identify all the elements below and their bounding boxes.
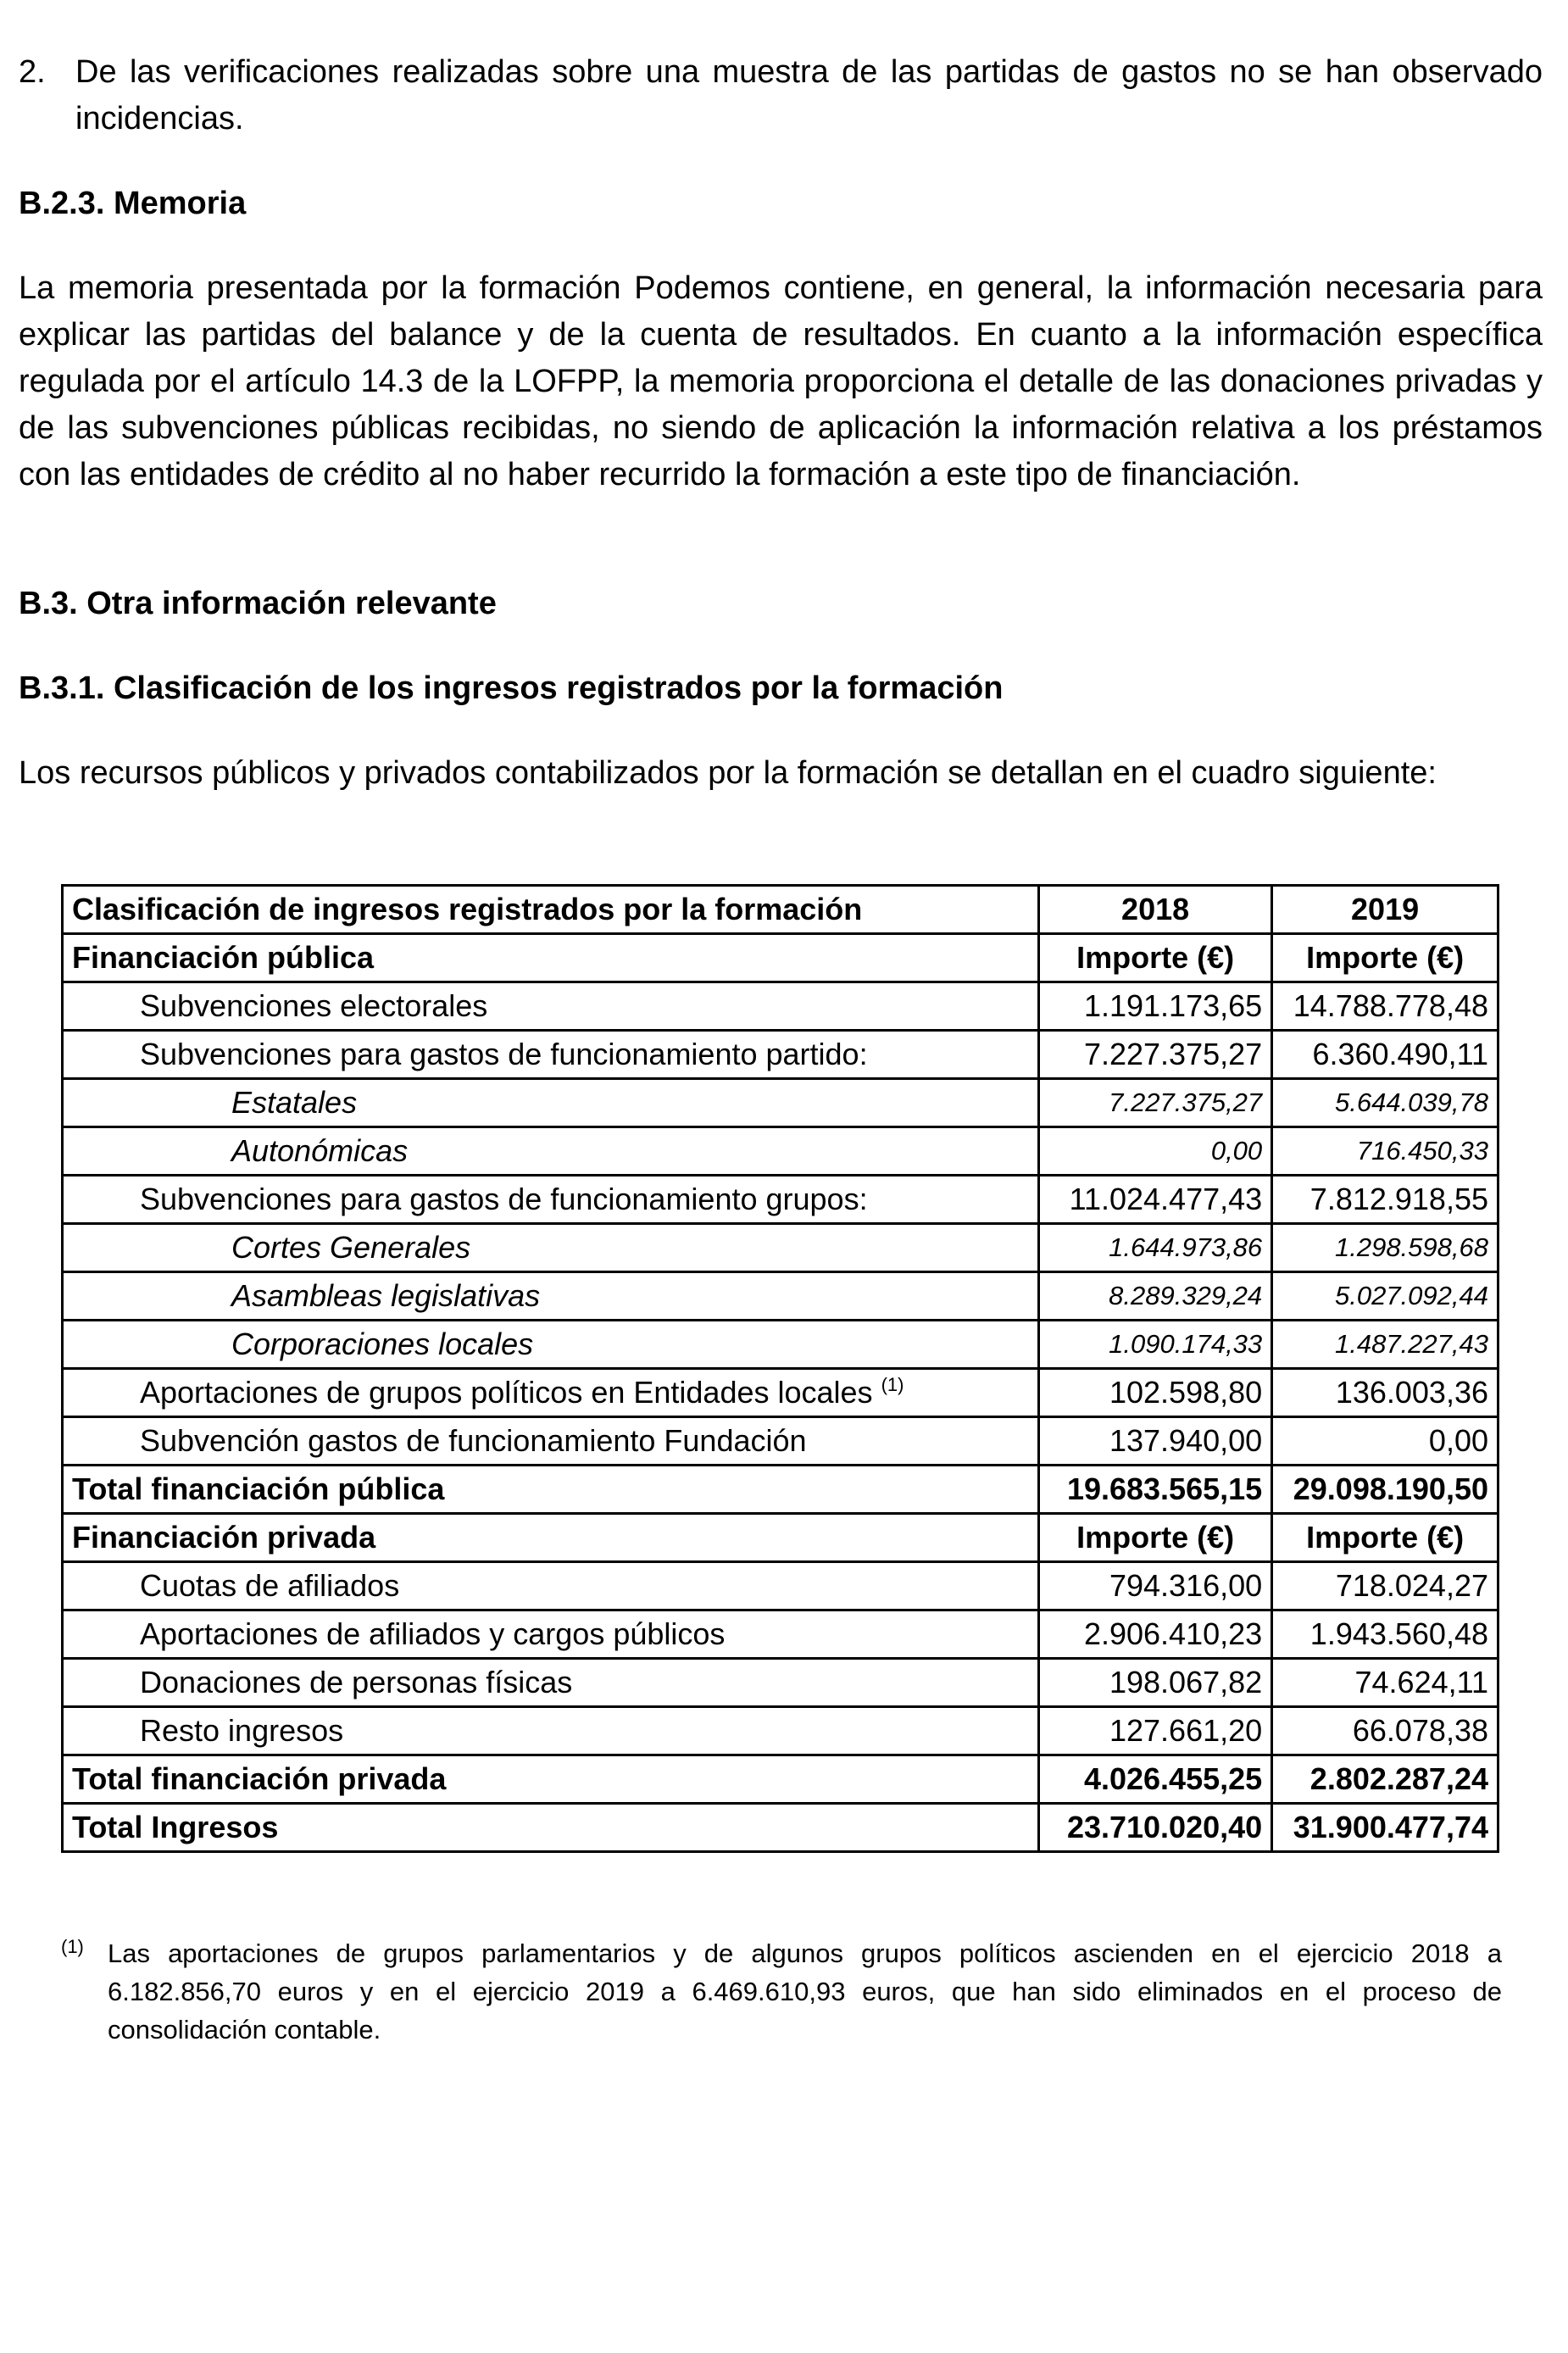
table-row <box>63 1562 1498 1610</box>
value-2018: 2.906.410,23 <box>1039 1610 1272 1659</box>
value-2018: 1.644.973,86 <box>1039 1224 1272 1272</box>
value-2019: 0,00 <box>1272 1417 1498 1466</box>
header-2018: 2018 <box>1039 886 1272 934</box>
row-label: Autonómicas <box>63 1127 1039 1176</box>
value-2019: 5.644.039,78 <box>1272 1079 1498 1127</box>
value-2018: 102.598,80 <box>1039 1369 1272 1417</box>
row-label: Total financiación privada <box>63 1755 1039 1804</box>
list-number: 2. <box>19 54 46 90</box>
value-2019: 1.943.560,48 <box>1272 1610 1498 1659</box>
table-row <box>63 982 1498 1031</box>
row-label: Subvención gastos de funcionamiento Fundación <box>63 1417 1039 1466</box>
value-2018: 19.683.565,15 <box>1039 1466 1272 1514</box>
value-2018: 8.289.329,24 <box>1039 1272 1272 1321</box>
value-2018: 1.090.174,33 <box>1039 1321 1272 1369</box>
row-label: Total Ingresos <box>63 1804 1039 1852</box>
heading-b3: B.3. Otra información relevante <box>19 586 497 621</box>
unit-label: Importe (€) <box>1039 1514 1272 1562</box>
grand-total-row <box>63 1804 1498 1852</box>
section-label: Financiación pública <box>63 934 1039 982</box>
table-header-row <box>63 886 1498 934</box>
value-2018: 198.067,82 <box>1039 1659 1272 1707</box>
row-label: Estatales <box>63 1079 1039 1127</box>
value-2019: 718.024,27 <box>1272 1562 1498 1610</box>
unit-label: Importe (€) <box>1039 934 1272 982</box>
table-subrow <box>63 1272 1498 1321</box>
row-label: Resto ingresos <box>63 1707 1039 1755</box>
heading-b31: B.3.1. Clasificación de los ingresos registrados por la formación <box>19 670 1004 706</box>
table-row <box>63 1031 1498 1079</box>
value-2018: 794.316,00 <box>1039 1562 1272 1610</box>
value-2019: 716.450,33 <box>1272 1127 1498 1176</box>
value-2018: 7.227.375,27 <box>1039 1079 1272 1127</box>
table-subrow <box>63 1321 1498 1369</box>
value-2019: 29.098.190,50 <box>1272 1466 1498 1514</box>
row-label: Subvenciones para gastos de funcionamiento grupos: <box>63 1176 1039 1224</box>
table-row <box>63 1176 1498 1224</box>
unit-label: Importe (€) <box>1272 934 1498 982</box>
row-label: Aportaciones de grupos políticos en Entidades locales <box>140 1375 873 1410</box>
value-2019: 7.812.918,55 <box>1272 1176 1498 1224</box>
row-label: Subvenciones electorales <box>63 982 1039 1031</box>
row-label-with-footnote <box>63 1369 1039 1417</box>
header-2019: 2019 <box>1272 886 1498 934</box>
table-row <box>63 1417 1498 1466</box>
paragraph-memoria: La memoria presentada por la formación Podemos contiene, en general, la información necesaria para explicar las partidas del balance y de la cuenta de resultados. En cuanto a la información específica regulada por el artículo 14.3 de la LOFPP, la memoria proporciona el detalle de las donaciones privadas y de las subvenciones públicas recibidas, no siendo de aplicación la información relativa a los préstamos con las entidades de crédito al no haber recurrido la formación a este tipo de financiación. <box>19 270 1543 492</box>
row-label: Donaciones de personas físicas <box>63 1659 1039 1707</box>
table-subrow <box>63 1224 1498 1272</box>
table-row <box>63 1707 1498 1755</box>
footnote-ref: (1) <box>881 1374 904 1395</box>
list-item-text: De las verificaciones realizadas sobre una muestra de las partidas de gastos no se han observado incidencias. <box>75 54 1543 136</box>
value-2019: 2.802.287,24 <box>1272 1755 1498 1804</box>
value-2019: 1.298.598,68 <box>1272 1224 1498 1272</box>
row-label: Total financiación pública <box>63 1466 1039 1514</box>
value-2018: 4.026.455,25 <box>1039 1755 1272 1804</box>
value-2019: 1.487.227,43 <box>1272 1321 1498 1369</box>
footnote <box>61 1934 1502 2049</box>
numbered-list-item <box>19 49 1543 142</box>
value-2018: 1.191.173,65 <box>1039 982 1272 1031</box>
table-row <box>63 1369 1498 1417</box>
value-2019: 6.360.490,11 <box>1272 1031 1498 1079</box>
paragraph-intro: Los recursos públicos y privados contabilizados por la formación se detallan en el cuadro siguiente: <box>19 755 1437 791</box>
private-total-row <box>63 1755 1498 1804</box>
row-label: Cortes Generales <box>63 1224 1039 1272</box>
footnote-mark: (1) <box>61 1936 84 1957</box>
value-2018: 127.661,20 <box>1039 1707 1272 1755</box>
row-label: Subvenciones para gastos de funcionamiento partido: <box>63 1031 1039 1079</box>
public-total-row <box>63 1466 1498 1514</box>
value-2018: 23.710.020,40 <box>1039 1804 1272 1852</box>
value-2019: 66.078,38 <box>1272 1707 1498 1755</box>
income-classification-table <box>61 884 1499 1853</box>
value-2018: 11.024.477,43 <box>1039 1176 1272 1224</box>
value-2019: 31.900.477,74 <box>1272 1804 1498 1852</box>
row-label: Asambleas legislativas <box>63 1272 1039 1321</box>
unit-label: Importe (€) <box>1272 1514 1498 1562</box>
footnote-text: Las aportaciones de grupos parlamentarios y de algunos grupos políticos ascienden en el ejercicio 2018 a 6.182.856,70 euros y en el ejercicio 2019 a 6.469.610,93 euros, que han sido eliminados en el proceso de consolidación contable. <box>108 1939 1502 2044</box>
private-section-header <box>63 1514 1498 1562</box>
value-2019: 74.624,11 <box>1272 1659 1498 1707</box>
table-subrow <box>63 1127 1498 1176</box>
row-label: Corporaciones locales <box>63 1321 1039 1369</box>
row-label: Cuotas de afiliados <box>63 1562 1039 1610</box>
table-row <box>63 1610 1498 1659</box>
section-label: Financiación privada <box>63 1514 1039 1562</box>
row-label: Aportaciones de afiliados y cargos públicos <box>63 1610 1039 1659</box>
value-2019: 136.003,36 <box>1272 1369 1498 1417</box>
heading-b23: B.2.3. Memoria <box>19 186 247 221</box>
value-2019: 5.027.092,44 <box>1272 1272 1498 1321</box>
value-2018: 0,00 <box>1039 1127 1272 1176</box>
table-row <box>63 1659 1498 1707</box>
table-subrow <box>63 1079 1498 1127</box>
value-2018: 7.227.375,27 <box>1039 1031 1272 1079</box>
public-section-header <box>63 934 1498 982</box>
value-2019: 14.788.778,48 <box>1272 982 1498 1031</box>
value-2018: 137.940,00 <box>1039 1417 1272 1466</box>
header-label: Clasificación de ingresos registrados por la formación <box>63 886 1039 934</box>
